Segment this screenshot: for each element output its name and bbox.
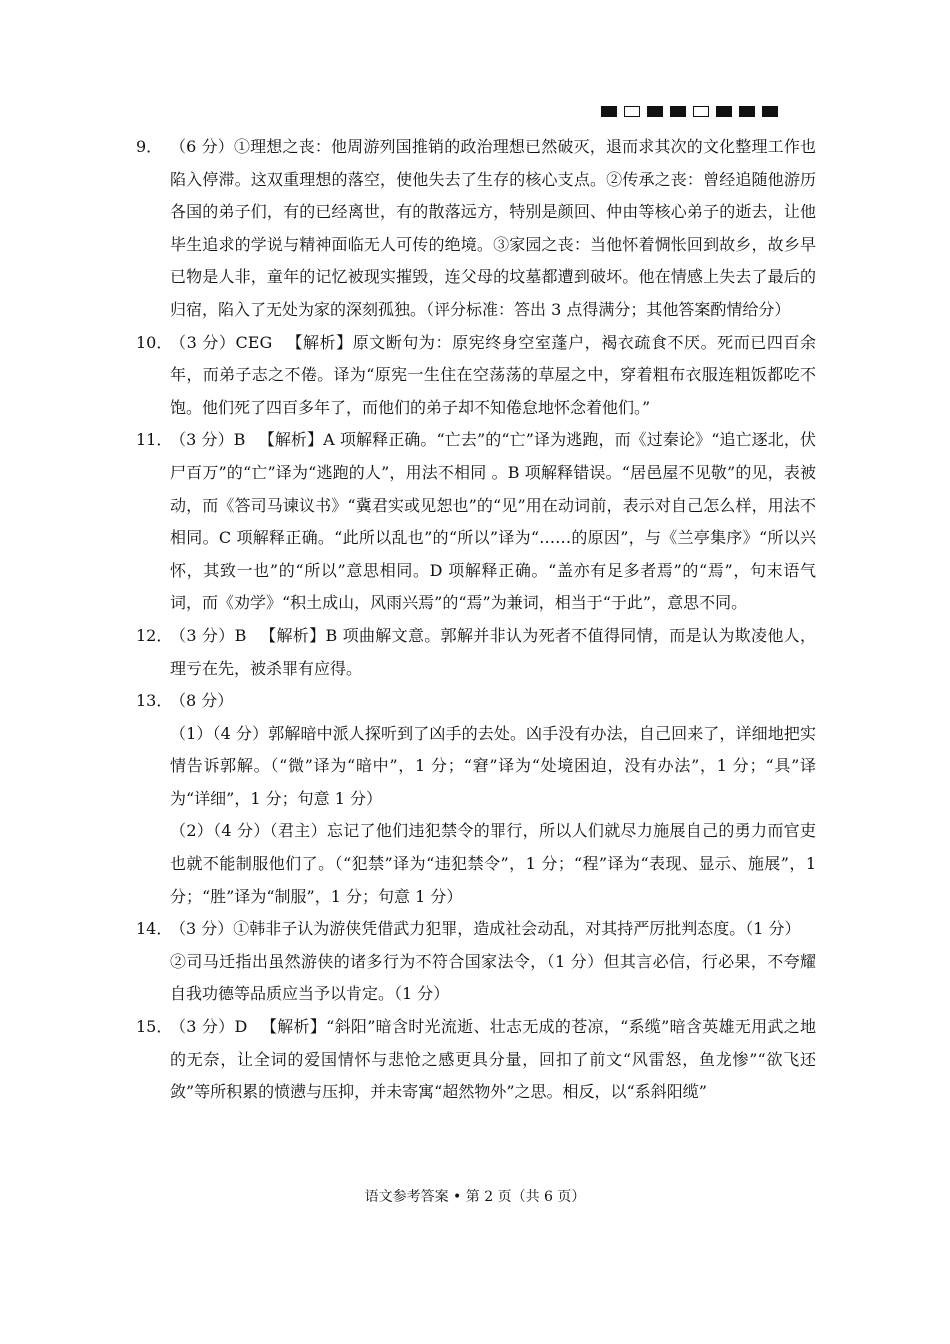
item-text: （3 分）①韩非子认为游侠凭借武力犯罪，造成社会动乱，对其持严厉批判态度。（1 分）: [170, 919, 801, 939]
page-footer: 语文参考答案 • 第 2 页（共 6 页）: [364, 1189, 586, 1205]
header-mark-filled: [601, 106, 617, 117]
answer-item: [136, 685, 816, 913]
item-body: [170, 327, 816, 425]
answer-item: [136, 620, 816, 685]
item-text: （3 分）D 【解析】“斜阳”暗含时光流逝、壮志无成的苍凉，“系缆”暗含英雄无用武之地的无奈，让全词的爱国情怀与悲怆之感更具分量，回扣了前文“风雷怒，鱼龙惨”“欲飞还敛”等所积累的愤懑与压抑，并未寄寓“超然物外”之思。相反，以“系斜阳缆”: [170, 1017, 816, 1102]
item-body: [170, 1011, 816, 1109]
item-subpart: （1）（4 分）郭解暗中派人探听到了凶手的去处。凶手没有办法，自己回来了，详细地把实情告诉郭解。（“微”译为“暗中”，1 分；“窘”译为“处境困迫，没有办法”，1 分；“具”译为“详细”，1 分；句意 1 分）: [170, 723, 816, 808]
header-mark-filled: [762, 106, 778, 117]
item-body: [170, 424, 816, 620]
header-mark-filled: [716, 106, 732, 117]
item-number: 9．: [136, 137, 163, 156]
item-body: [170, 131, 816, 327]
item-text: （6 分）①理想之丧：他周游列国推销的政治理想已然破灭，退而求其次的文化整理工作也陷入停滞。这双重理想的落空，使他失去了生存的核心支点。②传承之丧：曾经追随他游历各国的弟子们，有的已经离世，有的散落远方，特别是颜回、仲由等核心弟子的逝去，让他毕生追求的学说与精神面临无人可传的绝境。③家园之丧：当他怀着惆怅回到故乡，故乡早已物是人非，童年的记忆被现实摧毁，连父母的坟墓都遭到破坏。他在情感上失去了最后的归宿，陷入了无处为家的深刻孤独。（评分标准：答出 3 点得满分；其他答案酌情给分）: [170, 137, 816, 319]
item-text: （8 分）: [170, 691, 234, 711]
answer-item: [136, 424, 816, 620]
answer-item: [136, 131, 816, 327]
answer-content: [136, 131, 816, 1109]
header-marks: [601, 106, 778, 117]
item-number: 13．: [136, 691, 173, 711]
header-mark-empty: [624, 106, 640, 117]
item-body: [170, 685, 816, 913]
item-text: （3 分）B 【解析】A 项解释正确。“亡去”的“亡”译为逃跑，而《过秦论》“追亡逐北，伏尸百万”的“亡”译为“逃跑的人”，用法不相同 。B 项解释错误。“居邑屋不见敬”的见，表被动，而《答司马谏议书》“冀君实或见恕也”的“见”用在动词前，表示对自己怎么样，用法不相同。C 项解释正确。“此所以乱也”的“所以”译为“……的原因”，与《兰亭集序》“所以兴怀，其致一也”的“所以”意思相同。D 项解释正确。“盖亦有足多者焉”的“焉”，句末语气词，而《劝学》“积土成山，风雨兴焉”的“焉”为兼词，相当于“于此”，意思不同。: [170, 430, 816, 613]
header-mark-empty: [693, 106, 709, 117]
item-number: 14．: [136, 919, 173, 939]
item-subpart: （2）（4 分）（君主）忘记了他们违犯禁令的罪行，所以人们就尽力施展自己的勇力而官吏也就不能制服他们了。（“犯禁”译为“违犯禁令”，1 分；“程”译为“表现、显示、施展”，1 分；“胜”译为“制服”，1 分；句意 1 分）: [170, 821, 816, 906]
answer-item: [136, 327, 816, 425]
item-body: [170, 913, 816, 1011]
item-number: 12．: [136, 625, 173, 645]
item-body: [170, 620, 816, 685]
header-mark-filled: [647, 106, 663, 117]
answer-item: [136, 1011, 816, 1109]
item-subpart: ②司马迁指出虽然游侠的诸多行为不符合国家法令，（1 分）但其言必信，行必果，不夸耀自我功德等品质应当予以肯定。（1 分）: [170, 951, 816, 1004]
item-number: 11．: [136, 430, 173, 450]
item-text: （3 分）B 【解析】B 项曲解文意。郭解并非认为死者不值得同情，而是认为欺凌他人，理亏在先，被杀罪有应得。: [170, 625, 816, 678]
item-text: （3 分）CEG 【解析】原文断句为：原宪终身空室蓬户，褐衣疏食不厌。死而已四百余年，而弟子志之不倦。译为“原宪一生住在空荡荡的草屋之中，穿着粗布衣服连粗饭都吃不饱。他们死了四百多年了，而他们的弟子却不知倦怠地怀念着他们。”: [170, 332, 816, 417]
item-number: 10．: [136, 332, 173, 352]
answer-item: [136, 913, 816, 1011]
header-mark-filled: [670, 106, 686, 117]
header-mark-filled: [739, 106, 755, 117]
item-number: 15．: [136, 1017, 173, 1037]
